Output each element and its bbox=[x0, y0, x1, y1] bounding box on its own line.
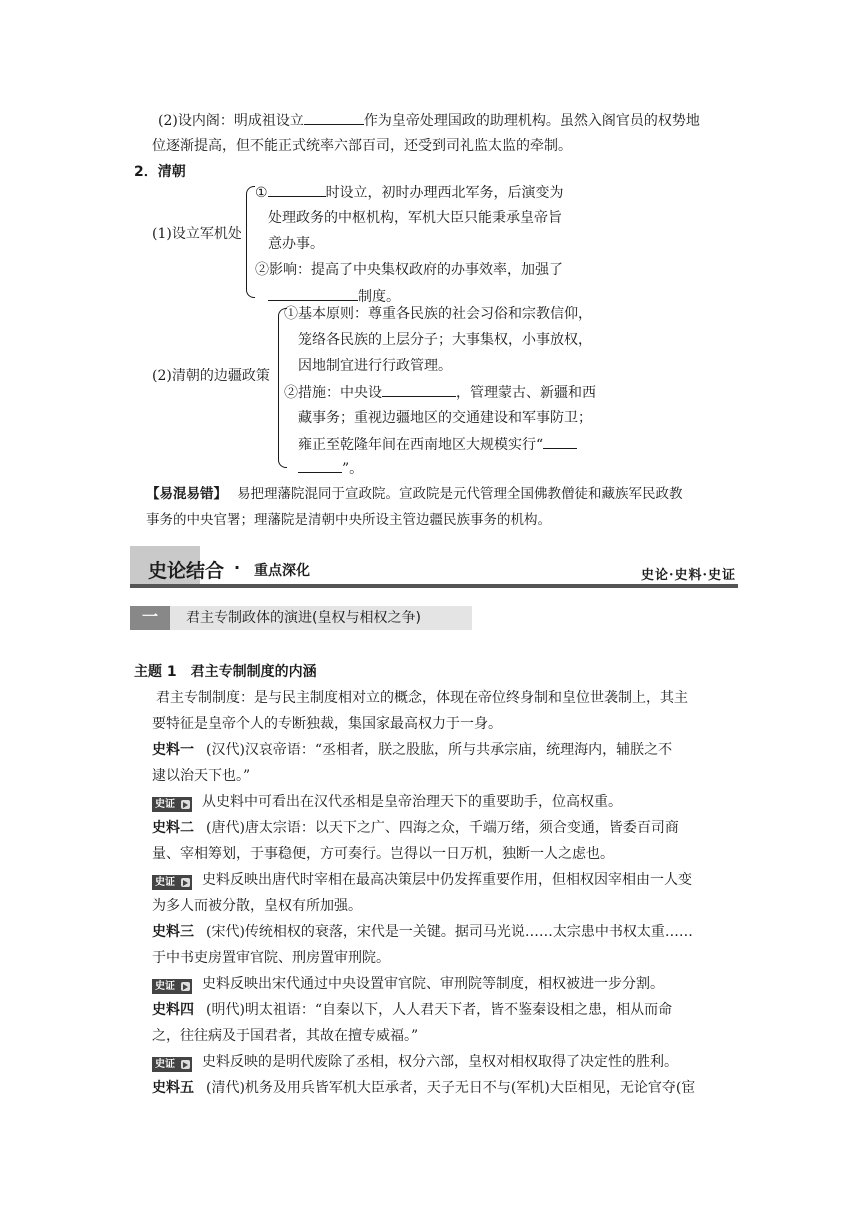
border-line4: ②措施：中央设 ，管理蒙古、新疆和西 bbox=[284, 380, 596, 405]
material-2-line1: 史料二 (唐代)唐太宗语：以天下之广、四海之众，千端万绪，须合变通，皆委百司商 bbox=[152, 820, 679, 836]
fill-blank bbox=[304, 108, 364, 125]
arrow-icon bbox=[183, 984, 188, 990]
material-3-line2: 于中书吏房置审官院、刑房置审刑院。 bbox=[152, 950, 390, 966]
junjichu-line1: ① 时设立，初时办理西北军务，后演变为 bbox=[255, 180, 564, 205]
fill-blank bbox=[543, 432, 577, 449]
arrow-icon bbox=[183, 802, 188, 808]
evidence-1: 史证 从史料中可看出在汉代丞相是皇帝治理天下的重要助手，位高权重。 bbox=[152, 790, 622, 814]
banner-rule bbox=[130, 584, 738, 588]
section-number: 一 bbox=[130, 606, 170, 630]
ming-item-2-line1: (2)设内阁：明成祖设立 作为皇帝处理国政的助理机构。虽然入阁官员的权势地 bbox=[158, 108, 700, 133]
evidence-badge: 史证 bbox=[152, 979, 192, 994]
fill-blank bbox=[298, 456, 342, 473]
junjichu-line3: 意办事。 bbox=[268, 236, 324, 252]
arrow-icon bbox=[183, 1062, 188, 1068]
junjichu-line4: ②影响：提高了中央集权政府的办事效率，加强了 bbox=[255, 262, 563, 278]
material-3-line1: 史料三 (宋代)传统相权的衰落，宋代是一关键。据司马光说……太宗患中书权太重…… bbox=[152, 924, 693, 940]
material-1-line2: 逮以治天下也。” bbox=[152, 768, 251, 784]
qing-heading: 2．清朝 bbox=[134, 164, 186, 180]
easy-mistake-line2: 事务的中央官署；理藩院是清朝中央所设主管边疆民族事务的机构。 bbox=[146, 512, 551, 528]
ming-item-2-line2: 位逐渐提高，但不能正式统率六部百司，还受到司礼监太监的牵制。 bbox=[152, 138, 572, 154]
section-banner bbox=[130, 546, 738, 588]
border-line2: 笼络各民族的上层分子；大事集权，小事放权， bbox=[298, 332, 592, 348]
topic-1-def-line1: 君主专制制度：是与民主制度相对立的概念，体现在帝位终身制和皇位世袭制上，其主 bbox=[156, 690, 688, 706]
junjichu-line5: 制度。 bbox=[268, 284, 400, 309]
evidence-3: 史证 史料反映出宋代通过中央设置审官院、审刑院等制度，相权被进一步分割。 bbox=[152, 972, 664, 996]
border-line6: 雍正至乾隆年间在西南地区大规模实行“ bbox=[298, 432, 577, 457]
border-line7: ”。 bbox=[298, 456, 363, 481]
banner-title: 史论结合 bbox=[148, 560, 225, 582]
brace-junjichu bbox=[246, 186, 255, 298]
banner-subtitle: 重点深化 bbox=[254, 563, 310, 579]
evidence-badge: 史证 bbox=[152, 797, 192, 812]
easy-mistake-line1: 【易混易错】 易把理藩院混同于宣政院。宣政院是元代管理全国佛教僧徒和藏族军民政教 bbox=[146, 486, 683, 502]
junjichu-line2: 处理政务的中枢机构，军机大臣只能秉承皇帝旨 bbox=[268, 210, 562, 226]
evidence-badge: 史证 bbox=[152, 1057, 192, 1072]
border-line1: ①基本原则：尊重各民族的社会习俗和宗教信仰， bbox=[284, 306, 592, 322]
topic-1-def-line2: 要特征是皇帝个人的专断独裁，集国家最高权力于一身。 bbox=[152, 716, 502, 732]
section-heading-bar bbox=[130, 606, 472, 630]
material-4-line1: 史料四 (明代)明太祖语：“自秦以下，人人君天下者，皆不鉴秦设相之患，相从而命 bbox=[152, 1002, 673, 1018]
border-line5: 藏事务；重视边疆地区的交通建设和军事防卫； bbox=[298, 410, 592, 426]
arrow-icon bbox=[183, 880, 188, 886]
fill-blank bbox=[268, 180, 326, 197]
material-1-line1: 史料一 (汉代)汉哀帝语：“丞相者，朕之股肱，所与共承宗庙，统理海内，辅朕之不 bbox=[152, 742, 673, 758]
material-2-line2: 量、宰相筹划，于事稳便，方可奏行。岂得以一日万机，独断一人之虑也。 bbox=[152, 846, 614, 862]
fill-blank bbox=[382, 380, 456, 397]
border-line3: 因地制宜进行行政管理。 bbox=[298, 358, 452, 374]
evidence-2-line1: 史证 史料反映出唐代时宰相在最高决策层中仍发挥重要作用，但相权因宰相由一人变 bbox=[152, 868, 692, 892]
material-5-line1: 史料五 (清代)机务及用兵皆军机大臣承者，天子无日不与(军机)大臣相见，无论官夺(宦 bbox=[152, 1080, 696, 1096]
section-title: 君主专制政体的演进(皇权与相权之争) bbox=[186, 610, 421, 626]
evidence-4: 史证 史料反映的是明代废除了丞相，权分六部，皇权对相权取得了决定性的胜利。 bbox=[152, 1050, 678, 1074]
banner-right-text: 史论·史料·史证 bbox=[640, 568, 736, 583]
junjichu-label: (1)设立军机处 bbox=[152, 226, 242, 242]
fill-blank bbox=[268, 284, 358, 301]
evidence-2-line2: 为多人而被分散，皇权有所加强。 bbox=[152, 898, 362, 914]
topic-1-title: 主题 1 君主专制制度的内涵 bbox=[134, 664, 317, 680]
border-policy-label: (2)清朝的边疆政策 bbox=[152, 368, 270, 384]
evidence-badge: 史证 bbox=[152, 875, 192, 890]
banner-dot: · bbox=[234, 558, 241, 577]
material-4-line2: 之，往往病及于国君者，其故在擅专威福。” bbox=[152, 1028, 419, 1044]
